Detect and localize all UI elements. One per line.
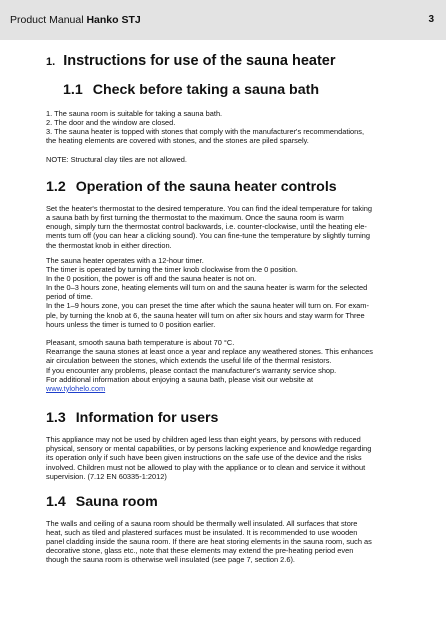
page-number: 3 [428,14,434,25]
section-heading-1-4 [46,493,414,511]
section-title: Information for users [75,410,219,427]
checklist [46,109,414,146]
text-line: In the 0 position, the power is off and the sauna heater is not on. [46,274,257,284]
manual-title [10,14,141,26]
checklist-item: 3. The sauna heater is topped with stones that comply with the manufacturer's recommendations, [46,127,365,137]
text-line: The sauna heater operates with a 12-hour timer. [46,255,204,265]
section-heading-1-2 [46,178,414,196]
paragraph-stones [46,338,414,393]
manual-title-prefix: Product Manual [10,14,84,26]
text-line: The walls and ceiling of a sauna room should be thermally well insulated. All surfaces that store [46,518,358,528]
text-line: supervision. (7.12 EN 60335-1:2012) [46,471,167,481]
checklist-item-continued: the heating elements are covered with stones, and the stones are piled sparsely. [46,136,309,146]
paragraph-users [46,435,414,481]
product-name: Hanko STJ [86,14,141,26]
section-number: 1.4 [46,493,66,510]
text-line: In the 1–9 hours zone, you can preset the time after which the sauna heater will turn on. For exam- [46,301,369,311]
text-line: ple, by turning the knob at 6, the sauna heater will turn on after six hours and stay warm for Three [46,310,365,320]
text-line: hours unless the timer is turned to 0 position earlier. [46,319,216,329]
note-text: NOTE: Structural clay tiles are not allowed. [46,154,187,164]
text-line: decorative stone, glass etc., note that these elements may extend the pre-heating period even [46,546,354,556]
text-line: Rearrange the sauna stones at least once a year and replace any weathered stones. This enhances [46,347,373,357]
text-line: a sauna bath by first turning the thermostat to the maximum. Once the sauna room is warm [46,213,344,223]
text-line: its operation only if such have been given instructions on the safe use of the device and the risks [46,453,362,463]
website-link[interactable]: www.tylohelo.com [46,383,106,393]
section-heading-1-1 [46,81,414,99]
text-line: If you encounter any problems, please contact the manufacturer's warranty service shop. [46,365,337,375]
section-title: Sauna room [75,493,158,510]
paragraph-timer [46,256,414,329]
section-title: Operation of the sauna heater controls [75,178,337,195]
text-line: the thermostat knob in either direction. [46,240,172,250]
text-line: panel cladding inside the sauna room. If there are heat storing elements in the sauna room, such as [46,537,372,547]
text-line: enough, simply turn the thermostat control backwards, i.e. counter-clockwise, until the heating ele- [46,222,367,232]
text-line: Pleasant, smooth sauna bath temperature is about 70 °C. [46,338,235,348]
checklist-item: 1. The sauna room is suitable for taking a sauna bath. [46,109,223,118]
checklist-item: 2. The door and the window are closed. [46,118,176,128]
chapter-heading [46,52,414,71]
text-line: involved. Children must not be allowed to play with the appliance or to clean and service it without [46,462,366,472]
section-heading-1-3 [46,409,414,427]
text-line: Set the heater's thermostat to the desired temperature. You can find the ideal temperature for taking [46,203,372,213]
chapter-number: 1. [46,56,56,68]
paragraph-sauna-room [46,519,414,565]
text-line: ments turn off (you can hear a clicking sound). You can fine-tune the temperature by slightly turning [46,231,371,241]
section-title: Check before taking a sauna bath [92,82,320,98]
page-header [0,0,446,40]
text-line: though the sauna room is otherwise well insulated (see page 7, section 2.6). [46,555,295,565]
text-line: In the 0–3 hours zone, heating elements will turn on and the sauna heater is warm for the selected [46,283,368,293]
document-body [46,52,414,565]
text-line: air circulation between the stones, which extends the useful life of the thermal resistors. [46,356,332,366]
section-number: 1.2 [46,178,66,195]
chapter-title: Instructions for use of the sauna heater [63,53,336,69]
text-line: period of time. [46,292,93,302]
text-line: The timer is operated by turning the timer knob clockwise from the 0 position. [46,264,298,274]
section-number: 1.3 [46,410,66,427]
text-line: This appliance may not be used by children aged less than eight years, by persons with reduced [46,435,361,445]
text-line: heat, such as tiled and plastered surfaces must be insulated. It is recommended to use wooden [46,527,358,537]
section-number: 1.1 [63,82,83,98]
text-line: physical, sensory or mental capabilities, or by persons lacking experience and knowledge regarding [46,444,372,454]
text-line: For additional information about enjoying a sauna bath, please visit our website at [46,374,314,384]
paragraph-thermostat [46,204,414,250]
